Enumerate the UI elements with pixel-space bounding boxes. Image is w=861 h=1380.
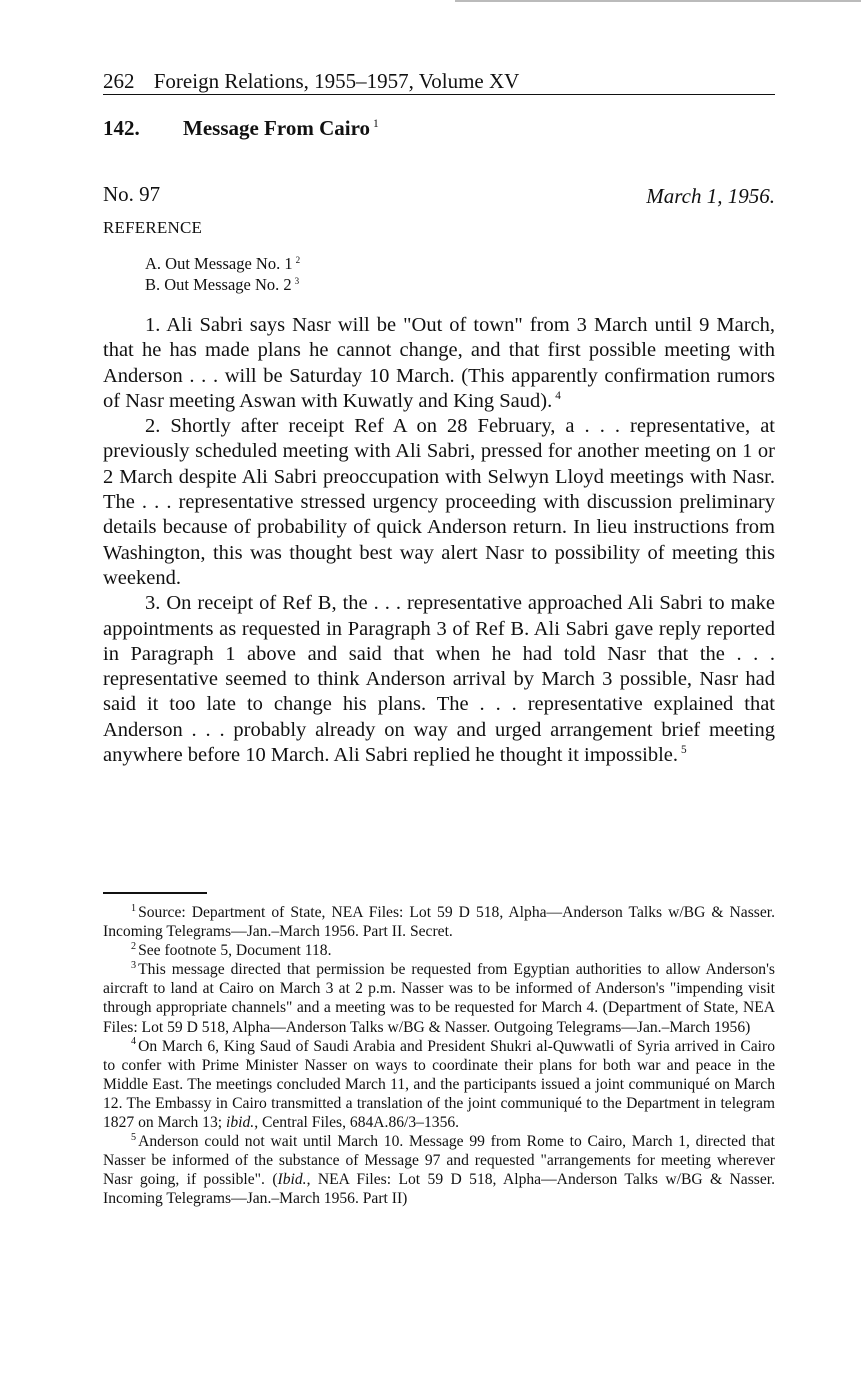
reference-list	[145, 253, 300, 295]
page-number: 262	[103, 69, 135, 93]
footnote-1: $^1$ Source: Department of State, NEA Files: Lot 59 D 518, Alpha—Anderson Talks w/BG & Nasser. Incoming Telegrams—Jan.–March 1956. Part II. Secret.	[103, 902, 775, 941]
paragraph-3: 3. On receipt of Ref B, the . . . representative approached Ali Sabri to make appointments as requested in Paragraph 3 of Ref B. Ali Sabri gave reply reported in Paragraph 1 above and said that when he had told Nasr that the . . . representative seemed to think Anderson arrival by March 3 possible, Nasr had said it too late to change his plans. The . . . representative explained that Anderson . . . probably already on way and urged arrangement brief meeting anywhere before 10 March. Ali Sabri replied he thought it impossible. $^5$	[103, 592, 775, 767]
footnote-ref: 1	[373, 118, 379, 130]
message-date: March 1, 1956.	[646, 184, 775, 208]
footnote-ref: 3	[294, 275, 300, 286]
document-title: Message From Cairo	[183, 116, 371, 140]
document-number: 142.	[103, 116, 140, 140]
footnote-ref: 2	[295, 254, 301, 265]
footnote-divider	[103, 892, 207, 894]
footnote-ref: 4	[555, 390, 561, 403]
scan-edge-line	[455, 0, 861, 2]
document-heading	[103, 116, 379, 141]
running-header	[103, 68, 775, 95]
footnote-4: $^4$ On March 6, King Saud of Saudi Arabia and President Shukri al-Quwwatli of Syria arrived in Cairo to confer with Prime Minister Nasser on ways to coordinate their plans for both war and peace in the Middle East. The meetings concluded March 11, and the participants issued a joint communiqué on March 12. The Embassy in Cairo transmitted a translation of the joint communiqué to the Department in telegram 1827 on March 13; ibid., Central Files, 684A.86/3–1356.	[103, 1036, 775, 1132]
reference-item: B. Out Message No. 2 $^3$	[145, 275, 300, 294]
message-number: No. 97	[103, 182, 161, 206]
paragraph-1: 1. Ali Sabri says Nasr will be "Out of town" from 3 March until 9 March, that he has made plans he cannot change, and that first possible meeting with Anderson . . . will be Saturday 10 March. (This apparently confirmation rumors of Nasr meeting Aswan with Kuwatly and King Saud). $^4$	[103, 314, 775, 412]
footnote-2: $^2$ See footnote 5, Document 118.	[131, 941, 332, 960]
reference-heading: REFERENCE	[103, 218, 203, 237]
footnote-3: $^3$ This message directed that permission be requested from Egyptian authorities to allow Anderson's aircraft to land at Cairo on March 3 at 2 p.m. Nasser was to be informed of Anderson's "impending visit through appropriate channels" and a meeting was to be requested for March 4. (Department of State, NEA Files: Lot 59 D 518, Alpha—Anderson Talks w/BG & Nasser. Outgoing Telegrams—Jan.–March 1956)	[103, 960, 775, 1036]
paragraph-2: 2. Shortly after receipt Ref A on 28 February, a . . . representative, at previously scheduled meeting with Ali Sabri, pressed for another meeting on 1 or 2 March despite Ali Sabri preoccupation with Selwyn Lloyd meetings with Nasr. The . . . representative stressed urgency proceeding with discussion preliminary details because of probability of quick Anderson return. In lieu instructions from Washington, this was thought best way alert Nasr to possibility of meeting this weekend.	[103, 415, 775, 589]
footnote-ref: 5	[681, 744, 687, 757]
footnote-5: $^5$ Anderson could not wait until March 10. Message 99 from Rome to Cairo, March 1, directed that Nasser be informed of the substance of Message 97 and requested "arrangements for meeting wherever Nasr going, if possible". (Ibid., NEA Files: Lot 59 D 518, Alpha—Anderson Talks w/BG & Nasser. Incoming Telegrams—Jan.–March 1956. Part II)	[103, 1131, 776, 1208]
message-body	[103, 313, 775, 768]
reference-item: A. Out Message No. 1 $^2$	[145, 254, 301, 273]
footnotes	[103, 903, 775, 1209]
running-title: Foreign Relations, 1955–1957, Volume XV	[153, 69, 520, 93]
